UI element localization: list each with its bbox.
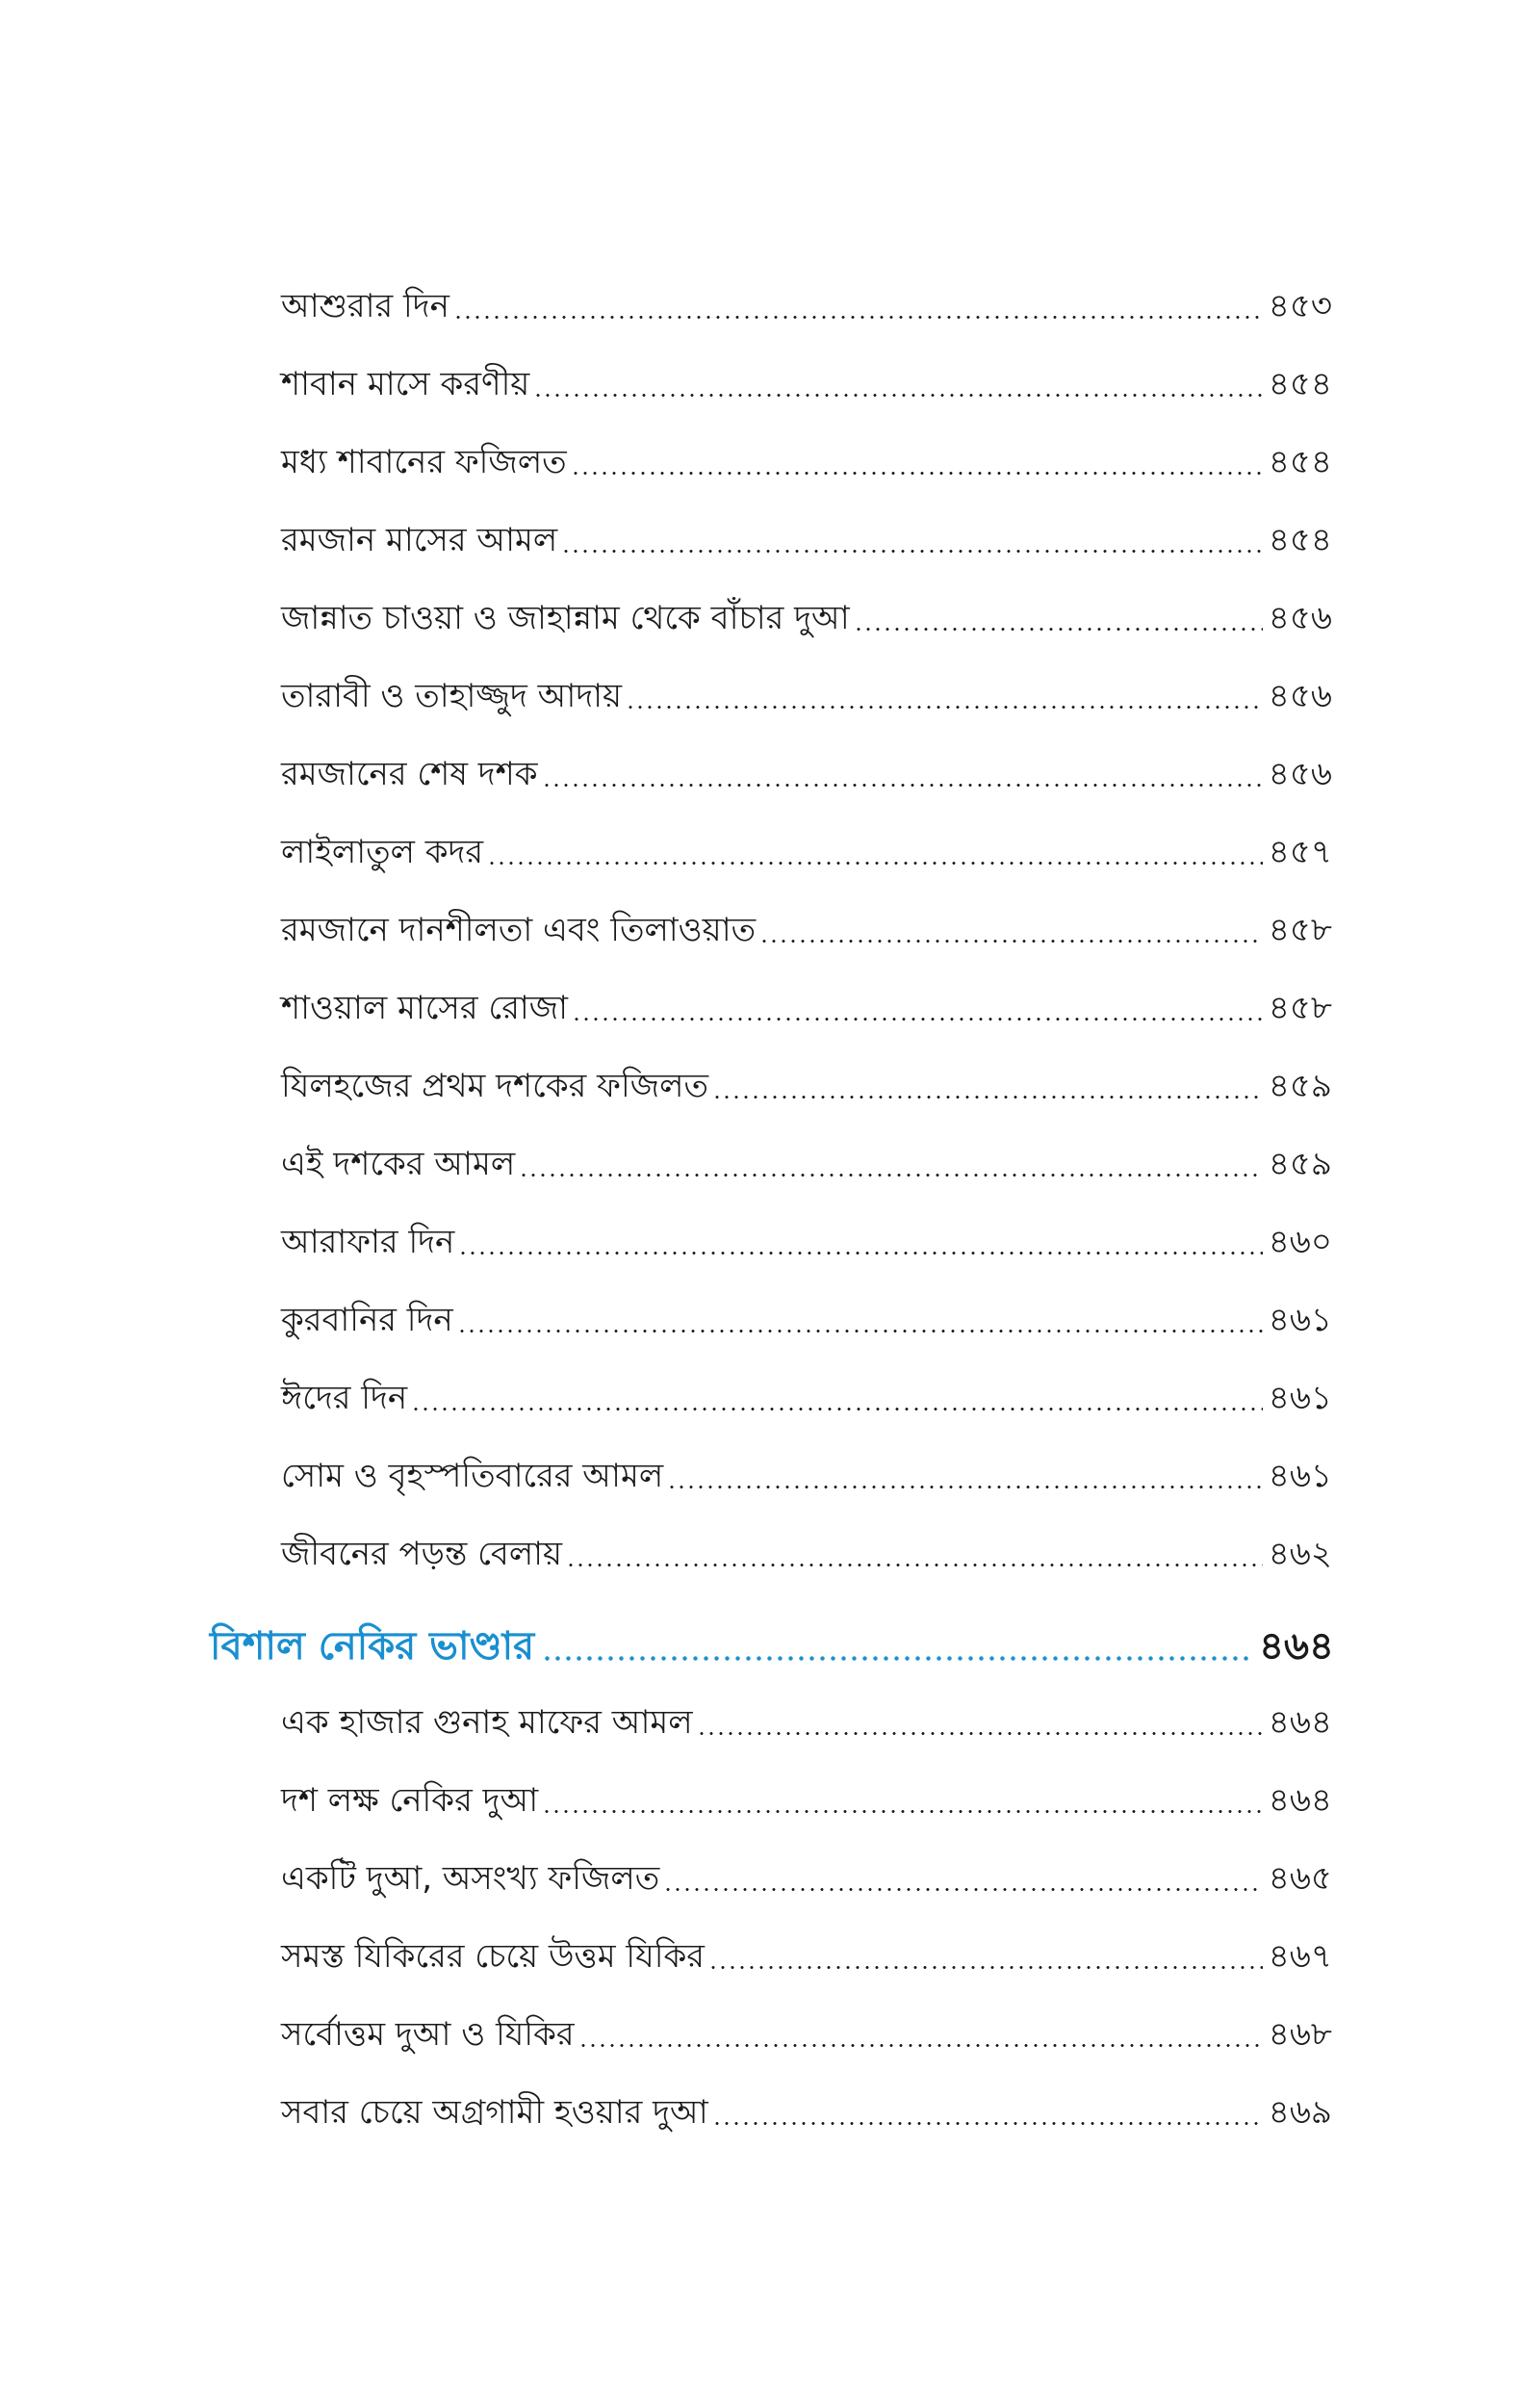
dot-leader — [712, 2091, 1263, 2134]
dot-leader — [663, 1857, 1263, 1900]
toc-entry-title: শাবান মাসে করণীয় — [281, 365, 530, 403]
dot-leader — [458, 1221, 1262, 1263]
toc-entry-title: সর্বোত্তম দুআ ও যিকির — [281, 2015, 575, 2054]
toc-section-heading[interactable] — [210, 1608, 1334, 1671]
toc-entry-title: যিলহজের প্রথম দশকের ফজিলত — [281, 1067, 708, 1105]
dot-leader — [519, 1143, 1263, 1185]
toc-entry-title: জান্নাত চাওয়া ও জাহান্নাম থেকে বাঁচার দুআ — [281, 599, 850, 637]
toc-entry[interactable] — [281, 1361, 1332, 1419]
toc-entry-page: ৪৬৮ — [1268, 2015, 1332, 2054]
toc-entry-page: ৪৫৪ — [1268, 521, 1332, 559]
toc-entry-page: ৪৫৮ — [1268, 911, 1332, 949]
toc-entry-page: ৪৬০ — [1268, 1223, 1332, 1261]
dot-leader — [457, 1299, 1263, 1341]
toc-entry[interactable] — [281, 738, 1332, 795]
toc-entry-title: একটি দুআ, অসংখ্য ফজিলত — [281, 1859, 660, 1898]
toc-entry-title: আশুরার দিন — [281, 287, 449, 325]
toc-entry-page: ৪৬২ — [1268, 1535, 1332, 1573]
toc-entry-page: ৪৬৪ — [1268, 1703, 1332, 1742]
toc-entry[interactable] — [281, 582, 1332, 639]
toc-entry[interactable] — [281, 1920, 1332, 1978]
dot-leader — [487, 831, 1263, 873]
toc-entry-page: ৪৫৭ — [1268, 833, 1332, 871]
dot-leader — [453, 285, 1263, 327]
toc-entry-page: ৪৬৭ — [1268, 1937, 1332, 1976]
dot-leader — [759, 909, 1263, 951]
dot-leader — [561, 519, 1263, 561]
toc-entry-page: ৪৬৫ — [1268, 1859, 1332, 1898]
toc-entry-title: সমস্ত যিকিরের চেয়ে উত্তম যিকির — [281, 1937, 705, 1976]
toc-entry-title: রমজানের শেষ দশক — [281, 755, 538, 793]
dot-leader — [411, 1377, 1263, 1419]
dot-leader — [571, 441, 1263, 483]
toc-entry-page: ৪৬৪ — [1268, 1781, 1332, 1820]
dot-leader — [533, 363, 1262, 405]
toc-entry-title: লাইলাতুল কদর — [281, 833, 484, 871]
toc-entry-page: ৪৬১ — [1268, 1457, 1332, 1495]
toc-entry-page: ৪৫৮ — [1268, 989, 1332, 1027]
toc-entry[interactable] — [281, 1842, 1332, 1900]
dot-leader — [708, 1935, 1263, 1978]
dot-leader — [712, 1065, 1263, 1107]
toc-entry-page: ৪৫৯ — [1268, 1067, 1332, 1105]
toc-entry-title: সবার চেয়ে অগ্রগামী হওয়ার দুআ — [281, 2093, 708, 2132]
toc-entry-page: ৪৫৬ — [1268, 599, 1332, 637]
toc-entry-title: তারাবী ও তাহাজ্জুদ আদায় — [281, 677, 623, 715]
toc-entry-page: ৪৫৬ — [1268, 755, 1332, 793]
toc-entry[interactable] — [281, 270, 1332, 327]
toc-entry-title: ঈদের দিন — [281, 1379, 408, 1417]
dot-leader — [566, 1533, 1263, 1575]
dot-leader — [542, 1779, 1263, 1822]
dot-leader — [854, 597, 1263, 639]
toc-entry-page: ৪৫৬ — [1268, 677, 1332, 715]
section-page: ৪৬৪ — [1259, 1624, 1334, 1669]
dot-leader — [667, 1455, 1263, 1497]
toc-entry-page: ৪৬১ — [1268, 1301, 1332, 1339]
toc-entry-title: দশ লক্ষ নেকির দুআ — [281, 1781, 539, 1820]
toc-entry[interactable] — [281, 1127, 1332, 1185]
toc-entry-page: ৪৬৯ — [1268, 2093, 1332, 2132]
dot-leader — [626, 675, 1263, 717]
toc-entry[interactable] — [281, 426, 1332, 483]
toc-entry[interactable] — [281, 893, 1332, 951]
toc-entry-title: সোম ও বৃহস্পতিবারের আমল — [281, 1457, 664, 1495]
toc-entry-page: ৪৬১ — [1268, 1379, 1332, 1417]
toc-entry-page: ৪৫৩ — [1268, 287, 1332, 325]
toc-entry[interactable] — [281, 1764, 1332, 1822]
toc-entry-page: ৪৫৪ — [1268, 443, 1332, 481]
toc-entry-title: কুরবানির দিন — [281, 1301, 453, 1339]
toc-entry[interactable] — [281, 348, 1332, 405]
toc-entry-title: রমজানে দানশীলতা এবং তিলাওয়াত — [281, 911, 757, 949]
toc-entry-title: এক হাজার গুনাহ মাফের আমল — [281, 1703, 693, 1742]
dot-leader — [542, 753, 1263, 795]
toc-entry-title: মধ্য শাবানের ফজিলত — [281, 443, 567, 481]
toc-entry-title: এই দশকের আমল — [281, 1145, 516, 1183]
toc-entry-page: ৪৫৪ — [1268, 365, 1332, 403]
toc-entry-page: ৪৫৯ — [1268, 1145, 1332, 1183]
toc-entry[interactable] — [281, 1283, 1332, 1341]
dot-leader — [697, 1701, 1263, 1744]
toc-entry[interactable] — [281, 660, 1332, 717]
toc-entry[interactable] — [281, 971, 1332, 1029]
toc-entry-title: শাওয়াল মাসের রোজা — [281, 989, 569, 1027]
toc-entry-title: আরাফার দিন — [281, 1223, 455, 1261]
toc-entry[interactable] — [281, 1686, 1332, 1744]
toc-entry[interactable] — [281, 504, 1332, 561]
dot-leader — [578, 2013, 1263, 2056]
section-title: বিশাল নেকির ভাণ্ডার — [210, 1624, 535, 1669]
toc-entry[interactable] — [281, 1049, 1332, 1107]
toc-entry[interactable] — [281, 1439, 1332, 1497]
toc-entry[interactable] — [281, 2076, 1332, 2134]
toc-entry[interactable] — [281, 1205, 1332, 1263]
toc-entry[interactable] — [281, 1998, 1332, 2056]
toc-entry-title: জীবনের পড়ন্ত বেলায় — [281, 1535, 563, 1573]
toc-entry-title: রমজান মাসের আমল — [281, 521, 558, 559]
toc-entry[interactable] — [281, 1517, 1332, 1575]
dot-leader — [572, 987, 1263, 1029]
toc-entry[interactable] — [281, 815, 1332, 873]
dot-leader — [542, 1621, 1251, 1671]
